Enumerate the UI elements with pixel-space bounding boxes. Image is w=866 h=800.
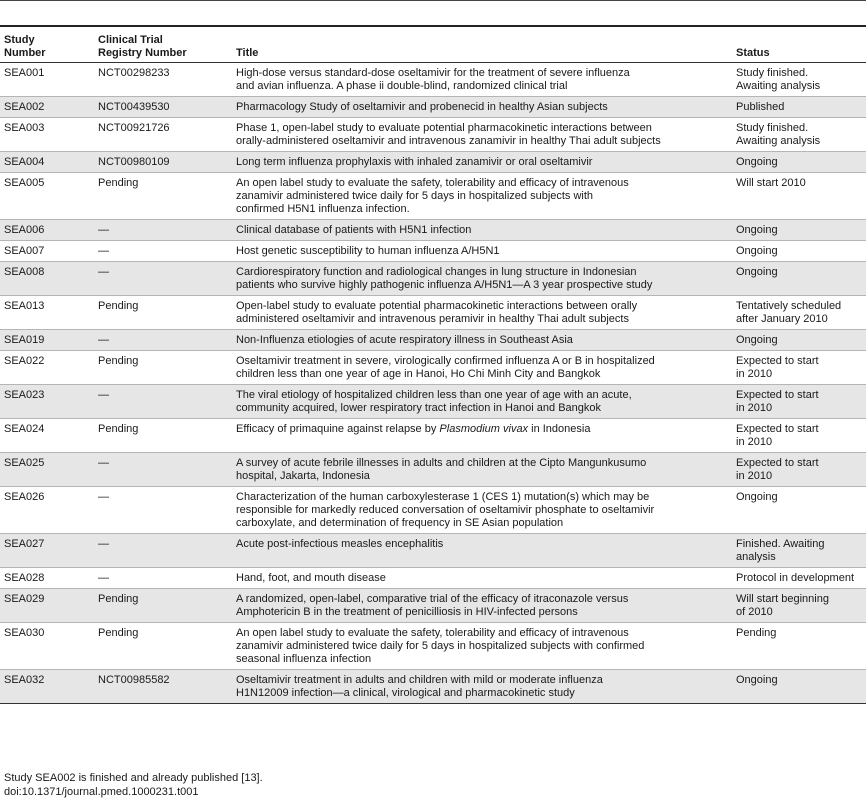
cell-study-number: SEA003 xyxy=(0,118,94,152)
table-row xyxy=(0,453,866,487)
cell-status: Study finished. Awaiting analysis xyxy=(732,118,866,152)
cell-study-number: SEA019 xyxy=(0,330,94,351)
cell-registry-number: — xyxy=(94,453,232,487)
cell-title: The viral etiology of hospitalized children less than one year of age with an acute, community acquired, lower respiratory tract infection in Hanoi and Bangkok xyxy=(232,385,732,419)
cell-registry-number: — xyxy=(94,534,232,568)
cell-registry-number: — xyxy=(94,568,232,589)
cell-status: Will start 2010 xyxy=(732,173,866,220)
table-row xyxy=(0,173,866,220)
cell-registry-number: Pending xyxy=(94,173,232,220)
table-row xyxy=(0,262,866,296)
cell-title: Characterization of the human carboxylesterase 1 (CES 1) mutation(s) which may be responsible for markedly reduced conversation of oseltamivir phosphate to oseltamivir carboxylate, and determination of frequency in SE Asian population xyxy=(232,487,732,534)
cell-study-number: SEA028 xyxy=(0,568,94,589)
cell-title: Phase 1, open-label study to evaluate potential pharmacokinetic interactions between orally-administered oseltamivir and intravenous zanamivir in healthy Thai adult subjects xyxy=(232,118,732,152)
table-row xyxy=(0,330,866,351)
header-registry-number: Clinical Trial Registry Number xyxy=(94,30,232,63)
cell-study-number: SEA005 xyxy=(0,173,94,220)
cell-registry-number: — xyxy=(94,487,232,534)
cell-registry-number: — xyxy=(94,262,232,296)
cell-status: Expected to start in 2010 xyxy=(732,385,866,419)
table-row xyxy=(0,220,866,241)
cell-status: Ongoing xyxy=(732,220,866,241)
cell-status: Ongoing xyxy=(732,487,866,534)
cell-registry-number: — xyxy=(94,385,232,419)
header-study-number: Study Number xyxy=(0,30,94,63)
cell-title: Acute post-infectious measles encephalitis xyxy=(232,534,732,568)
table-row xyxy=(0,670,866,704)
cell-study-number: SEA008 xyxy=(0,262,94,296)
cell-registry-number: Pending xyxy=(94,351,232,385)
cell-registry-number: NCT00985582 xyxy=(94,670,232,704)
cell-study-number: SEA023 xyxy=(0,385,94,419)
cell-study-number: SEA013 xyxy=(0,296,94,330)
cell-status: Ongoing xyxy=(732,241,866,262)
cell-status: Study finished. Awaiting analysis xyxy=(732,63,866,97)
cell-title: A survey of acute febrile illnesses in adults and children at the Cipto Mangunkusumo hospital, Jakarta, Indonesia xyxy=(232,453,732,487)
cell-study-number: SEA024 xyxy=(0,419,94,453)
cell-title: Clinical database of patients with H5N1 infection xyxy=(232,220,732,241)
cell-title: An open label study to evaluate the safety, tolerability and efficacy of intravenous zanamivir administered twice daily for 5 days in hospitalized subjects with confirmed H5N1 influenza infection. xyxy=(232,173,732,220)
cell-registry-number: Pending xyxy=(94,296,232,330)
cell-study-number: SEA032 xyxy=(0,670,94,704)
cell-registry-number: — xyxy=(94,330,232,351)
table-header-row xyxy=(0,30,866,63)
cell-study-number: SEA025 xyxy=(0,453,94,487)
table-row xyxy=(0,351,866,385)
cell-status: Will start beginning of 2010 xyxy=(732,589,866,623)
cell-study-number: SEA006 xyxy=(0,220,94,241)
studies-table xyxy=(0,30,866,704)
header-title: Title xyxy=(232,30,732,63)
cell-status: Expected to start in 2010 xyxy=(732,351,866,385)
cell-status: Ongoing xyxy=(732,262,866,296)
cell-status: Ongoing xyxy=(732,152,866,173)
cell-study-number: SEA030 xyxy=(0,623,94,670)
cell-registry-number: Pending xyxy=(94,623,232,670)
cell-title: Open-label study to evaluate potential pharmacokinetic interactions between orally administered oseltamivir and intravenous peramivir in healthy Thai adult subjects xyxy=(232,296,732,330)
table-row xyxy=(0,623,866,670)
table-row xyxy=(0,385,866,419)
table-row xyxy=(0,241,866,262)
cell-status: Protocol in development xyxy=(732,568,866,589)
cell-registry-number: — xyxy=(94,241,232,262)
title-text: Efficacy of primaquine against relapse by xyxy=(236,423,440,435)
cell-title: Pharmacology Study of oseltamivir and probenecid in healthy Asian subjects xyxy=(232,97,732,118)
cell-status: Ongoing xyxy=(732,670,866,704)
cell-study-number: SEA004 xyxy=(0,152,94,173)
cell-title: Oseltamivir treatment in severe, virologically confirmed influenza A or B in hospitalized children less than one year of age in Hanoi, Ho Chi Minh City and Bangkok xyxy=(232,351,732,385)
cell-title: High-dose versus standard-dose oseltamivir for the treatment of severe influenza and avian influenza. A phase ii double-blind, randomized clinical trial xyxy=(232,63,732,97)
cell-title xyxy=(232,419,732,453)
cell-status: Ongoing xyxy=(732,330,866,351)
header-status: Status xyxy=(732,30,866,63)
cell-study-number: SEA022 xyxy=(0,351,94,385)
cell-study-number: SEA026 xyxy=(0,487,94,534)
title-italic-species: Plasmodium vivax xyxy=(439,423,529,435)
cell-title: Cardiorespiratory function and radiological changes in lung structure in Indonesian patients who survive highly pathogenic influenza A/H5N1—A 3 year prospective study xyxy=(232,262,732,296)
cell-status: Published xyxy=(732,97,866,118)
cell-title: Oseltamivir treatment in adults and children with mild or moderate influenza H1N12009 infection—a clinical, virological and pharmacokinetic study xyxy=(232,670,732,704)
table-header-rule xyxy=(0,25,866,27)
table-row xyxy=(0,152,866,173)
table-row xyxy=(0,118,866,152)
cell-study-number: SEA007 xyxy=(0,241,94,262)
cell-registry-number: Pending xyxy=(94,589,232,623)
cell-status: Pending xyxy=(732,623,866,670)
cell-registry-number: NCT00439530 xyxy=(94,97,232,118)
cell-registry-number: NCT00298233 xyxy=(94,63,232,97)
cell-study-number: SEA001 xyxy=(0,63,94,97)
cell-status: Expected to start in 2010 xyxy=(732,453,866,487)
cell-registry-number: — xyxy=(94,220,232,241)
cell-title: Long term influenza prophylaxis with inhaled zanamivir or oral oseltamivir xyxy=(232,152,732,173)
table-row xyxy=(0,534,866,568)
table-top-rule xyxy=(0,0,866,1)
cell-study-number: SEA029 xyxy=(0,589,94,623)
cell-registry-number: Pending xyxy=(94,419,232,453)
table-footnote: Study SEA002 is finished and already published [13]. xyxy=(4,772,263,784)
cell-study-number: SEA027 xyxy=(0,534,94,568)
cell-status: Tentatively scheduled after January 2010 xyxy=(732,296,866,330)
cell-title: Host genetic susceptibility to human influenza A/H5N1 xyxy=(232,241,732,262)
cell-status: Expected to start in 2010 xyxy=(732,419,866,453)
table-row xyxy=(0,63,866,97)
cell-title: A randomized, open-label, comparative trial of the efficacy of itraconazole versus Amphotericin B in the treatment of penicilliosis in HIV-infected persons xyxy=(232,589,732,623)
table-row xyxy=(0,419,866,453)
table-row xyxy=(0,97,866,118)
table-row xyxy=(0,487,866,534)
cell-registry-number: NCT00921726 xyxy=(94,118,232,152)
table-row xyxy=(0,568,866,589)
cell-title: Non-Influenza etiologies of acute respiratory illness in Southeast Asia xyxy=(232,330,732,351)
title-text: in Indonesia xyxy=(528,423,591,435)
cell-status: Finished. Awaiting analysis xyxy=(732,534,866,568)
cell-study-number: SEA002 xyxy=(0,97,94,118)
table-doi: doi:10.1371/journal.pmed.1000231.t001 xyxy=(4,786,199,798)
table-row xyxy=(0,296,866,330)
cell-registry-number: NCT00980109 xyxy=(94,152,232,173)
cell-title: Hand, foot, and mouth disease xyxy=(232,568,732,589)
cell-title: An open label study to evaluate the safety, tolerability and efficacy of intravenous zanamivir administered twice daily for 5 days in hospitalized subjects with confirmed seasonal influenza infection xyxy=(232,623,732,670)
table-row xyxy=(0,589,866,623)
